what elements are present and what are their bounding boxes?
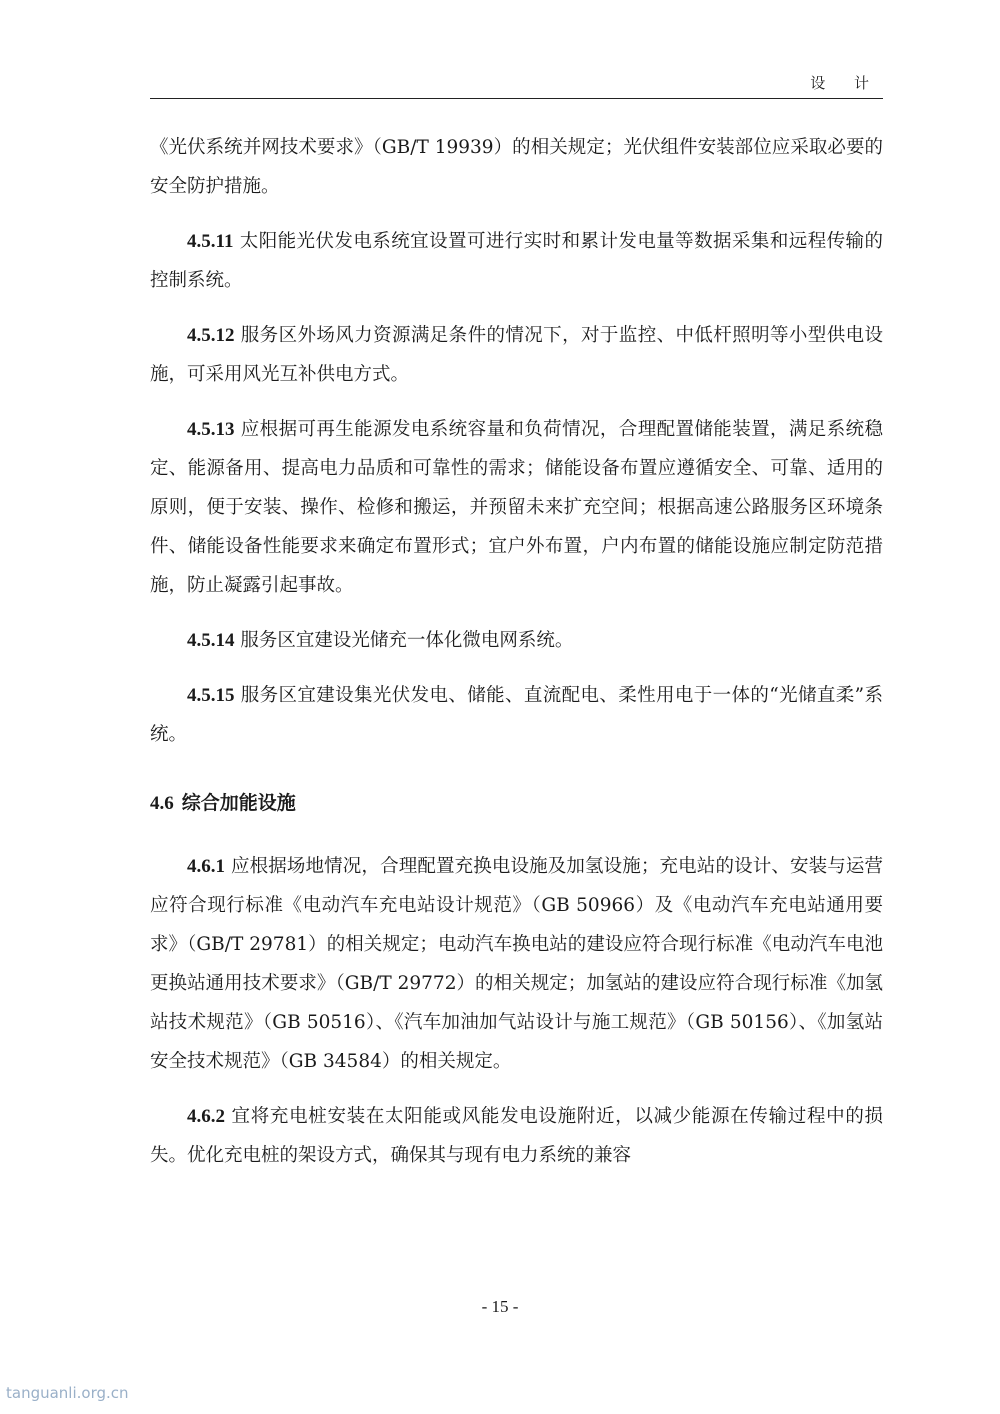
clause-text: 应根据场地情况，合理配置充换电设施及加氢设施；充电站的设计、安装与运营应符合现行标准《电动汽车充电站设计规范》（GB 50966）及《电动汽车充电站通用要求》（GB/T 29781）的相关规定；电动汽车换电站的建设应符合现行标准《电动汽车电池更换站通用技术要求》（GB/T 29772）的相关规定；加氢站的建设应符合现行标准《加氢站技术规范》（GB 50516）、《汽车加油加气站设计与施工规范》（GB 50156）、《加氢站安全技术规范》（GB 34584）的相关规定。 [150,856,883,1072]
paragraph-continuation: 《光伏系统并网技术要求》（GB/T 19939）的相关规定；光伏组件安装部位应采取必要的安全防护措施。 [150,137,883,197]
clause-4-5-13 [150,410,883,605]
clause-number: 4.5.14 [187,630,235,651]
section-number: 4.6 [150,793,174,814]
clause-number: 4.5.13 [187,419,235,440]
header-title: 设 计 [810,74,881,92]
clause-text: 太阳能光伏发电系统宜设置可进行实时和累计发电量等数据采集和远程传输的控制系统。 [150,231,883,291]
running-header [150,72,883,99]
clause-text: 服务区宜建设光储充一体化微电网系统。 [234,630,574,651]
clause-4-5-14 [150,621,883,660]
clause-number: 4.5.11 [187,231,234,252]
clause-number: 4.6.1 [187,856,225,877]
clause-text: 服务区外场风力资源满足条件的情况下，对于监控、中低杆照明等小型供电设施，可采用风光互补供电方式。 [150,325,883,385]
page-number: - 15 - [481,1297,519,1316]
clause-text: 应根据可再生能源发电系统容量和负荷情况，合理配置储能装置，满足系统稳定、能源备用、提高电力品质和可靠性的需求；储能设备布置应遵循安全、可靠、适用的原则，便于安装、操作、检修和搬运，并预留未来扩充空间；根据高速公路服务区环境条件、储能设备性能要求来确定布置形式；宜户外布置，户内布置的储能设施应制定防范措施，防止凝露引起事故。 [150,419,883,596]
clause-4-6-2 [150,1097,883,1175]
clause-number: 4.5.15 [187,685,235,706]
page-body [150,128,883,1191]
clause-number: 4.6.2 [187,1106,225,1127]
clause-number: 4.5.12 [187,325,235,346]
section-heading [150,784,883,823]
clause-4-5-12 [150,316,883,394]
clause-4-5-11 [150,222,883,300]
clause-text: 服务区宜建设集光伏发电、储能、直流配电、柔性用电于一体的“光储直柔”系统。 [150,685,883,745]
clause-4-5-15 [150,676,883,754]
clause-text: 宜将充电桩安装在太阳能或风能发电设施附近，以减少能源在传输过程中的损失。优化充电桩的架设方式，确保其与现有电力系统的兼容 [150,1106,883,1166]
watermark: tanguanli.org.cn [6,1384,129,1402]
clause-4-6-1 [150,847,883,1081]
section-title: 综合加能设施 [181,792,296,814]
